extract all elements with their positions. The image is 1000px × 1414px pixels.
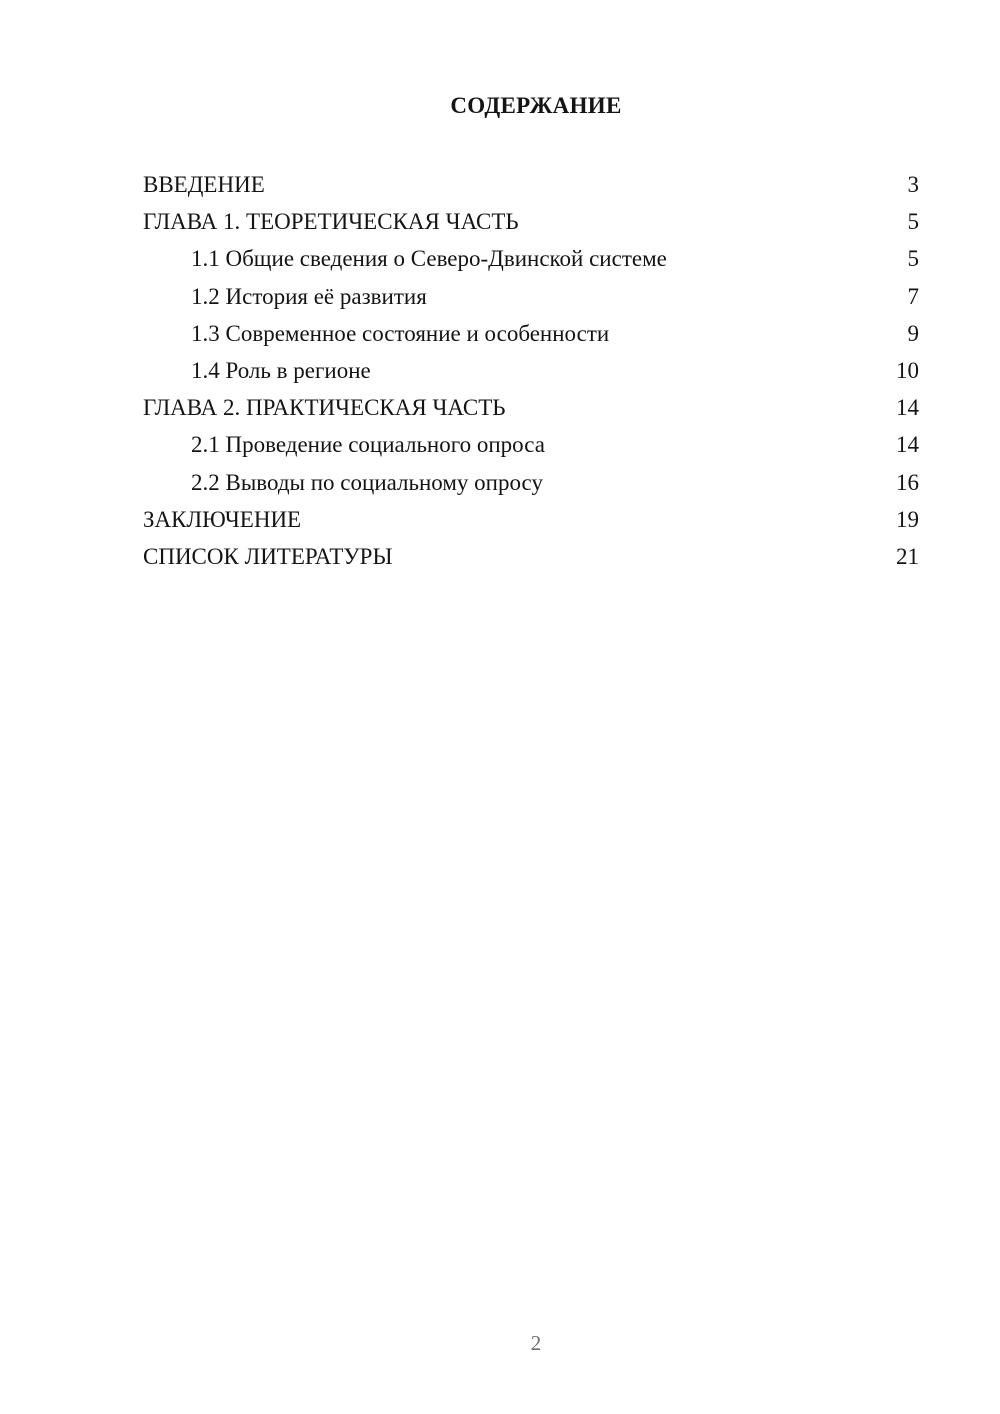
toc-entry-label: ВВЕДЕНИЕ [143, 172, 265, 197]
toc-entry-page: 14 [896, 395, 919, 421]
toc-entry-page: 10 [896, 357, 919, 383]
toc-entry-conclusion[interactable] [143, 501, 919, 538]
toc-entry-label: СПИСОК ЛИТЕРАТУРЫ [143, 543, 393, 569]
table-of-contents [143, 166, 919, 575]
toc-entry-section-1-4[interactable] [143, 352, 919, 389]
toc-entry-label: ГЛАВА 1. ТЕОРЕТИЧЕСКАЯ ЧАСТЬ [143, 209, 519, 235]
toc-entry-section-1-2[interactable] [143, 278, 919, 315]
toc-entry-page: 14 [896, 432, 919, 458]
toc-entry-section-1-3[interactable] [143, 315, 919, 352]
toc-entry-label: ЗАКЛЮЧЕНИЕ [143, 506, 302, 532]
toc-entry-label: 1.4 Роль в регионе [191, 357, 371, 383]
toc-entry-page: 19 [896, 506, 919, 532]
page-number: 2 [530, 1331, 542, 1355]
toc-entry-page: 5 [907, 246, 919, 272]
toc-title: СОДЕРЖАНИЕ [450, 93, 622, 118]
toc-entry-page: 5 [907, 209, 919, 235]
toc-entry-page: 7 [907, 283, 919, 309]
toc-entry-page: 9 [907, 320, 919, 346]
toc-entry-label: ГЛАВА 2. ПРАКТИЧЕСКАЯ ЧАСТЬ [143, 395, 506, 421]
toc-entry-page: 16 [896, 469, 919, 495]
toc-entry-chapter-2[interactable] [143, 389, 919, 426]
toc-entry-label: 2.2 Выводы по социальному опросу [191, 469, 543, 495]
toc-entry-chapter-1[interactable] [143, 203, 919, 240]
toc-entry-section-1-1[interactable] [143, 240, 919, 277]
toc-entry-page: 3 [907, 172, 919, 197]
toc-entry-page: 21 [896, 543, 919, 569]
toc-entry-section-2-2[interactable] [143, 464, 919, 501]
toc-entry-label: 1.2 История её развития [191, 283, 427, 309]
toc-entry-references[interactable] [143, 538, 919, 575]
toc-entry-section-2-1[interactable] [143, 426, 919, 463]
toc-entry-introduction[interactable] [143, 166, 919, 203]
toc-entry-label: 1.3 Современное состояние и особенности [191, 320, 610, 346]
toc-entry-label: 1.1 Общие сведения о Северо-Двинской системе [191, 246, 667, 272]
toc-entry-label: 2.1 Проведение социального опроса [191, 432, 545, 458]
